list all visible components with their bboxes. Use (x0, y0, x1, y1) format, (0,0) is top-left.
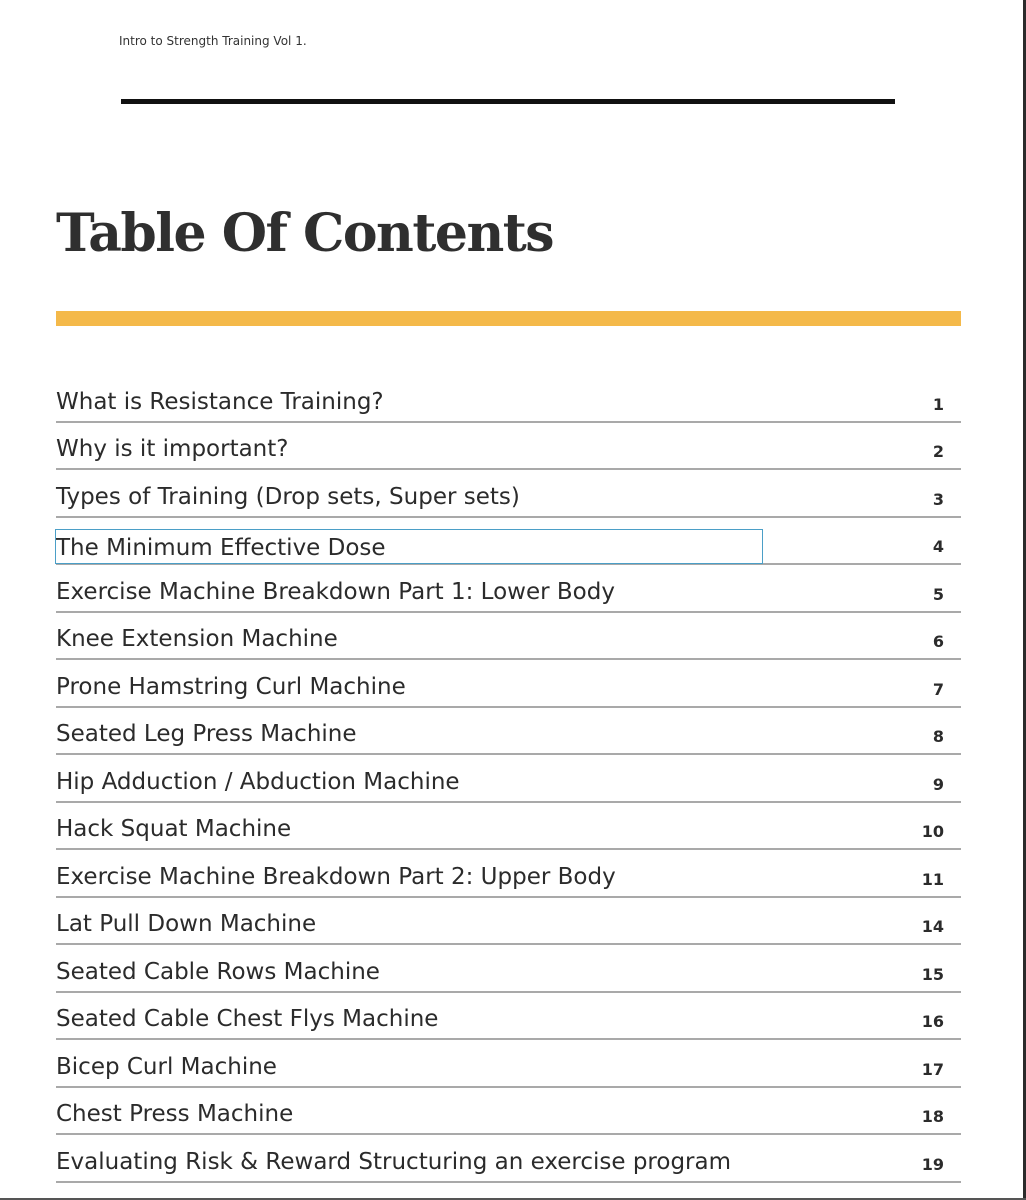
toc-page-number: 1 (932, 394, 944, 414)
toc-row[interactable] (56, 375, 961, 423)
toc-row[interactable] (56, 708, 961, 756)
toc-row[interactable] (56, 850, 961, 898)
toc-page-number: 9 (932, 774, 944, 794)
toc-entry-title[interactable]: Seated Cable Chest Flys Machine (56, 1006, 439, 1033)
toc-row[interactable] (56, 993, 961, 1041)
toc-page-number: 17 (921, 1059, 944, 1079)
toc-page-number: 10 (921, 822, 944, 841)
toc-page-number: 6 (932, 632, 944, 651)
toc-entry-title[interactable]: Lat Pull Down Machine (56, 911, 317, 938)
toc-page-number: 16 (921, 1012, 944, 1031)
toc-entry-title[interactable]: Seated Cable Rows Machine (56, 958, 380, 985)
toc-row[interactable] (56, 518, 961, 566)
toc-page-number: 11 (921, 869, 944, 889)
toc-entry-title[interactable]: Exercise Machine Breakdown Part 1: Lower Body (56, 578, 615, 605)
toc-entry-title[interactable]: Evaluating Risk & Reward Structuring an exercise program (56, 1148, 732, 1175)
toc-page-number: 5 (932, 584, 944, 604)
page-title: Table Of Contents (56, 203, 554, 264)
toc-entry-title[interactable]: Why is it important? (56, 436, 289, 463)
toc-row[interactable] (56, 565, 961, 613)
toc-entry-title[interactable]: What is Resistance Training? (56, 388, 384, 415)
toc-row[interactable] (56, 755, 961, 803)
toc-row[interactable] (56, 898, 961, 946)
toc-page-number: 7 (932, 679, 944, 699)
toc-row[interactable] (56, 1088, 961, 1136)
toc-row[interactable] (56, 945, 961, 993)
toc-entry-title[interactable]: The Minimum Effective Dose (56, 530, 762, 563)
toc-page-number: 14 (921, 917, 944, 936)
toc-row[interactable] (56, 470, 961, 518)
toc-page-number: 18 (921, 1107, 944, 1126)
toc-row[interactable] (56, 423, 961, 471)
toc-entry-title[interactable]: Hack Squat Machine (56, 816, 292, 843)
toc-entry-title[interactable]: Types of Training (Drop sets, Super sets) (56, 483, 520, 510)
toc-entry-title[interactable]: Hip Adduction / Abduction Machine (56, 768, 460, 795)
toc-row[interactable] (56, 613, 961, 661)
toc-page-number: 15 (921, 964, 944, 984)
toc-page-number: 2 (932, 442, 944, 461)
toc-row[interactable] (56, 803, 961, 851)
accent-bar (56, 311, 961, 326)
toc-row[interactable] (56, 660, 961, 708)
toc-entry-title[interactable]: Bicep Curl Machine (56, 1053, 277, 1080)
toc-row[interactable] (56, 1040, 961, 1088)
running-header: Intro to Strength Training Vol 1. (119, 34, 307, 48)
toc-entry-title[interactable]: Knee Extension Machine (56, 626, 338, 653)
toc-entry-title[interactable]: Seated Leg Press Machine (56, 721, 357, 748)
toc-page-number: 3 (932, 489, 944, 509)
toc-row[interactable] (56, 1135, 961, 1183)
toc-page-number: 8 (932, 727, 944, 746)
toc-page-number: 4 (932, 537, 944, 556)
toc-entry-title[interactable]: Prone Hamstring Curl Machine (56, 673, 406, 700)
header-rule (121, 99, 895, 104)
toc-entry-title[interactable]: Chest Press Machine (56, 1101, 294, 1128)
toc-list (56, 375, 961, 1183)
toc-page-number: 19 (921, 1154, 944, 1174)
toc-entry-title[interactable]: Exercise Machine Breakdown Part 2: Upper Body (56, 863, 616, 890)
